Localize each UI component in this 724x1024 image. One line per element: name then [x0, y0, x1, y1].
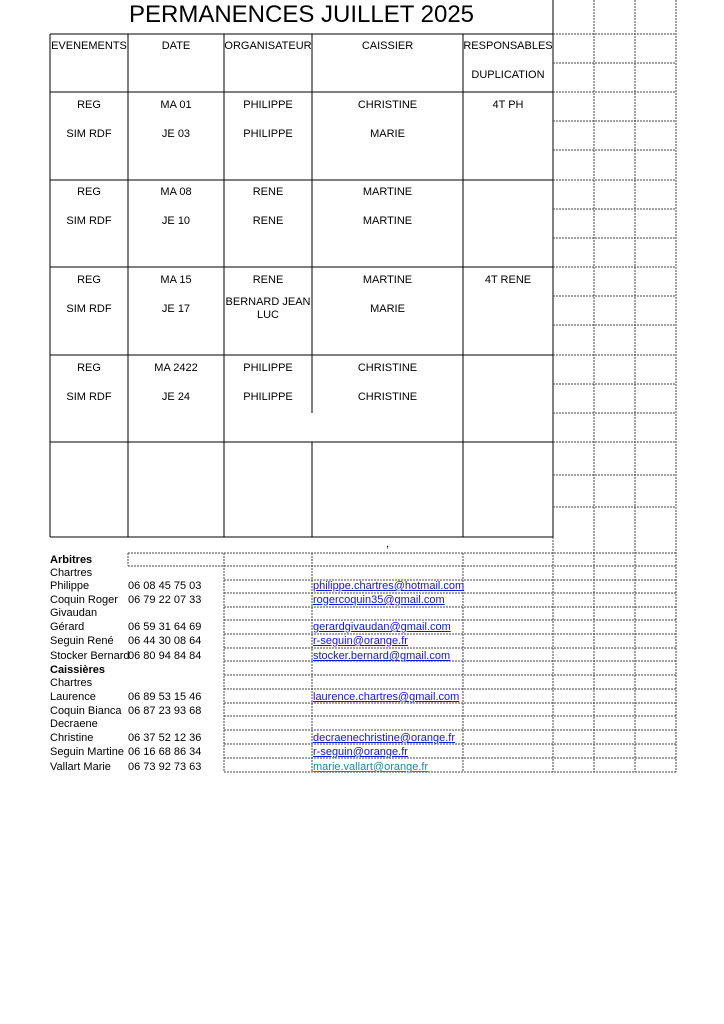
contact-email-link[interactable]: philippe.chartres@hotmail.com — [313, 580, 465, 592]
contact-name-line2: Vallart Marie — [50, 761, 111, 773]
contact-email-link[interactable]: laurence.chartres@gmail.com — [313, 691, 460, 703]
contact-phone: 06 87 23 93 68 — [128, 705, 202, 717]
header-date: DATE — [161, 40, 191, 52]
contact-email-link[interactable]: r-seguin@orange.fr — [313, 746, 408, 758]
cell-date: MA 2422 — [154, 362, 198, 374]
cell-date: JE 03 — [161, 128, 191, 140]
cell-organisateur: RENE — [252, 186, 284, 198]
contact-phone: 06 80 94 84 84 — [128, 650, 202, 662]
contact-phone: 06 73 92 73 63 — [128, 761, 202, 773]
caissieres-heading: Caissières — [50, 664, 106, 676]
contact-phone: 06 08 45 75 03 — [128, 580, 202, 592]
header-organisateur: ORGANISATEUR — [224, 40, 312, 52]
cell-date: MA 08 — [160, 186, 192, 198]
cell-organisateur: PHILIPPE — [243, 99, 293, 111]
cell-organisateur: BERNARD JEAN LUC — [225, 296, 311, 321]
contact-name-line2: Coquin Roger — [50, 594, 118, 606]
cell-responsable: 4T RENE — [484, 274, 532, 286]
cell-date: JE 10 — [161, 215, 191, 227]
cell-event: SIM RDF — [66, 128, 112, 140]
header-evenements: EVENEMENTS — [51, 40, 127, 52]
cell-date: MA 15 — [160, 274, 192, 286]
contact-email-link[interactable]: gerardgivaudan@gmail.com — [313, 621, 451, 633]
cell-caissier: MARTINE — [362, 274, 413, 286]
cell-event: REG — [77, 274, 101, 286]
contact-phone: 06 79 22 07 33 — [128, 594, 202, 606]
contact-name-line2: Christine — [50, 732, 94, 744]
contact-email-link[interactable]: decraenechristine@orange.fr — [313, 732, 456, 744]
header-responsables: RESPONSABLES — [463, 40, 553, 52]
cell-organisateur: RENE — [252, 215, 284, 227]
cell-organisateur: RENE — [252, 274, 284, 286]
page-title: PERMANENCES JUILLET 2025 — [128, 1, 475, 28]
cell-event: SIM RDF — [66, 215, 112, 227]
contact-email-link[interactable]: r-seguin@orange.fr — [313, 635, 408, 647]
cell-caissier: MARIE — [370, 303, 405, 315]
cell-date: MA 01 — [160, 99, 192, 111]
cell-event: SIM RDF — [66, 391, 112, 403]
contact-name-line2: Philippe — [50, 580, 90, 592]
contact-phone: 06 16 68 86 34 — [128, 746, 202, 758]
contact-phone: 06 59 31 64 69 — [128, 621, 202, 633]
contact-name-line1: Givaudan — [50, 607, 98, 619]
contact-name-line2: Stocker Bernard — [50, 650, 130, 662]
contact-phone: 06 89 53 15 46 — [128, 691, 202, 703]
cell-caissier: MARIE — [370, 128, 405, 140]
contact-name-line1: Chartres — [50, 677, 93, 689]
cell-event: REG — [77, 99, 101, 111]
cell-caissier: MARTINE — [362, 215, 413, 227]
cell-date: JE 24 — [161, 391, 191, 403]
header-caissier: CAISSIER — [361, 40, 414, 52]
contact-email-link[interactable]: stocker.bernard@gmail.com — [313, 650, 451, 662]
cell-organisateur: PHILIPPE — [243, 391, 293, 403]
contact-name-line2: Seguin René — [50, 635, 114, 647]
cell-caissier: CHRISTINE — [357, 99, 418, 111]
contact-name-line1: Chartres — [50, 567, 93, 579]
header-duplication: DUPLICATION — [471, 69, 545, 81]
contact-phone: 06 37 52 12 36 — [128, 732, 202, 744]
contact-phone: 06 44 30 08 64 — [128, 635, 202, 647]
cell-responsable: 4T PH — [492, 99, 524, 111]
contact-name-line2: Seguin Martine — [50, 746, 124, 758]
contact-name-line2: Gérard — [50, 621, 85, 633]
contact-email-link[interactable]: marie.vallart@orange.fr — [313, 761, 429, 773]
cell-event: REG — [77, 186, 101, 198]
cell-organisateur: PHILIPPE — [243, 362, 293, 374]
arbitres-heading: Arbitres — [50, 554, 93, 566]
cell-organisateur: PHILIPPE — [243, 128, 293, 140]
contact-email-link[interactable]: rogercoquin35@gmail.com — [313, 594, 445, 606]
comma-mark: , — [386, 538, 390, 550]
cell-caissier: CHRISTINE — [357, 391, 418, 403]
cell-event: SIM RDF — [66, 303, 112, 315]
cell-caissier: CHRISTINE — [357, 362, 418, 374]
cell-date: JE 17 — [161, 303, 191, 315]
cell-caissier: MARTINE — [362, 186, 413, 198]
cell-event: REG — [77, 362, 101, 374]
contact-name-line2: Coquin Bianca — [50, 705, 122, 717]
contact-name-line2: Laurence — [50, 691, 96, 703]
contact-name-line1: Decraene — [50, 718, 98, 730]
